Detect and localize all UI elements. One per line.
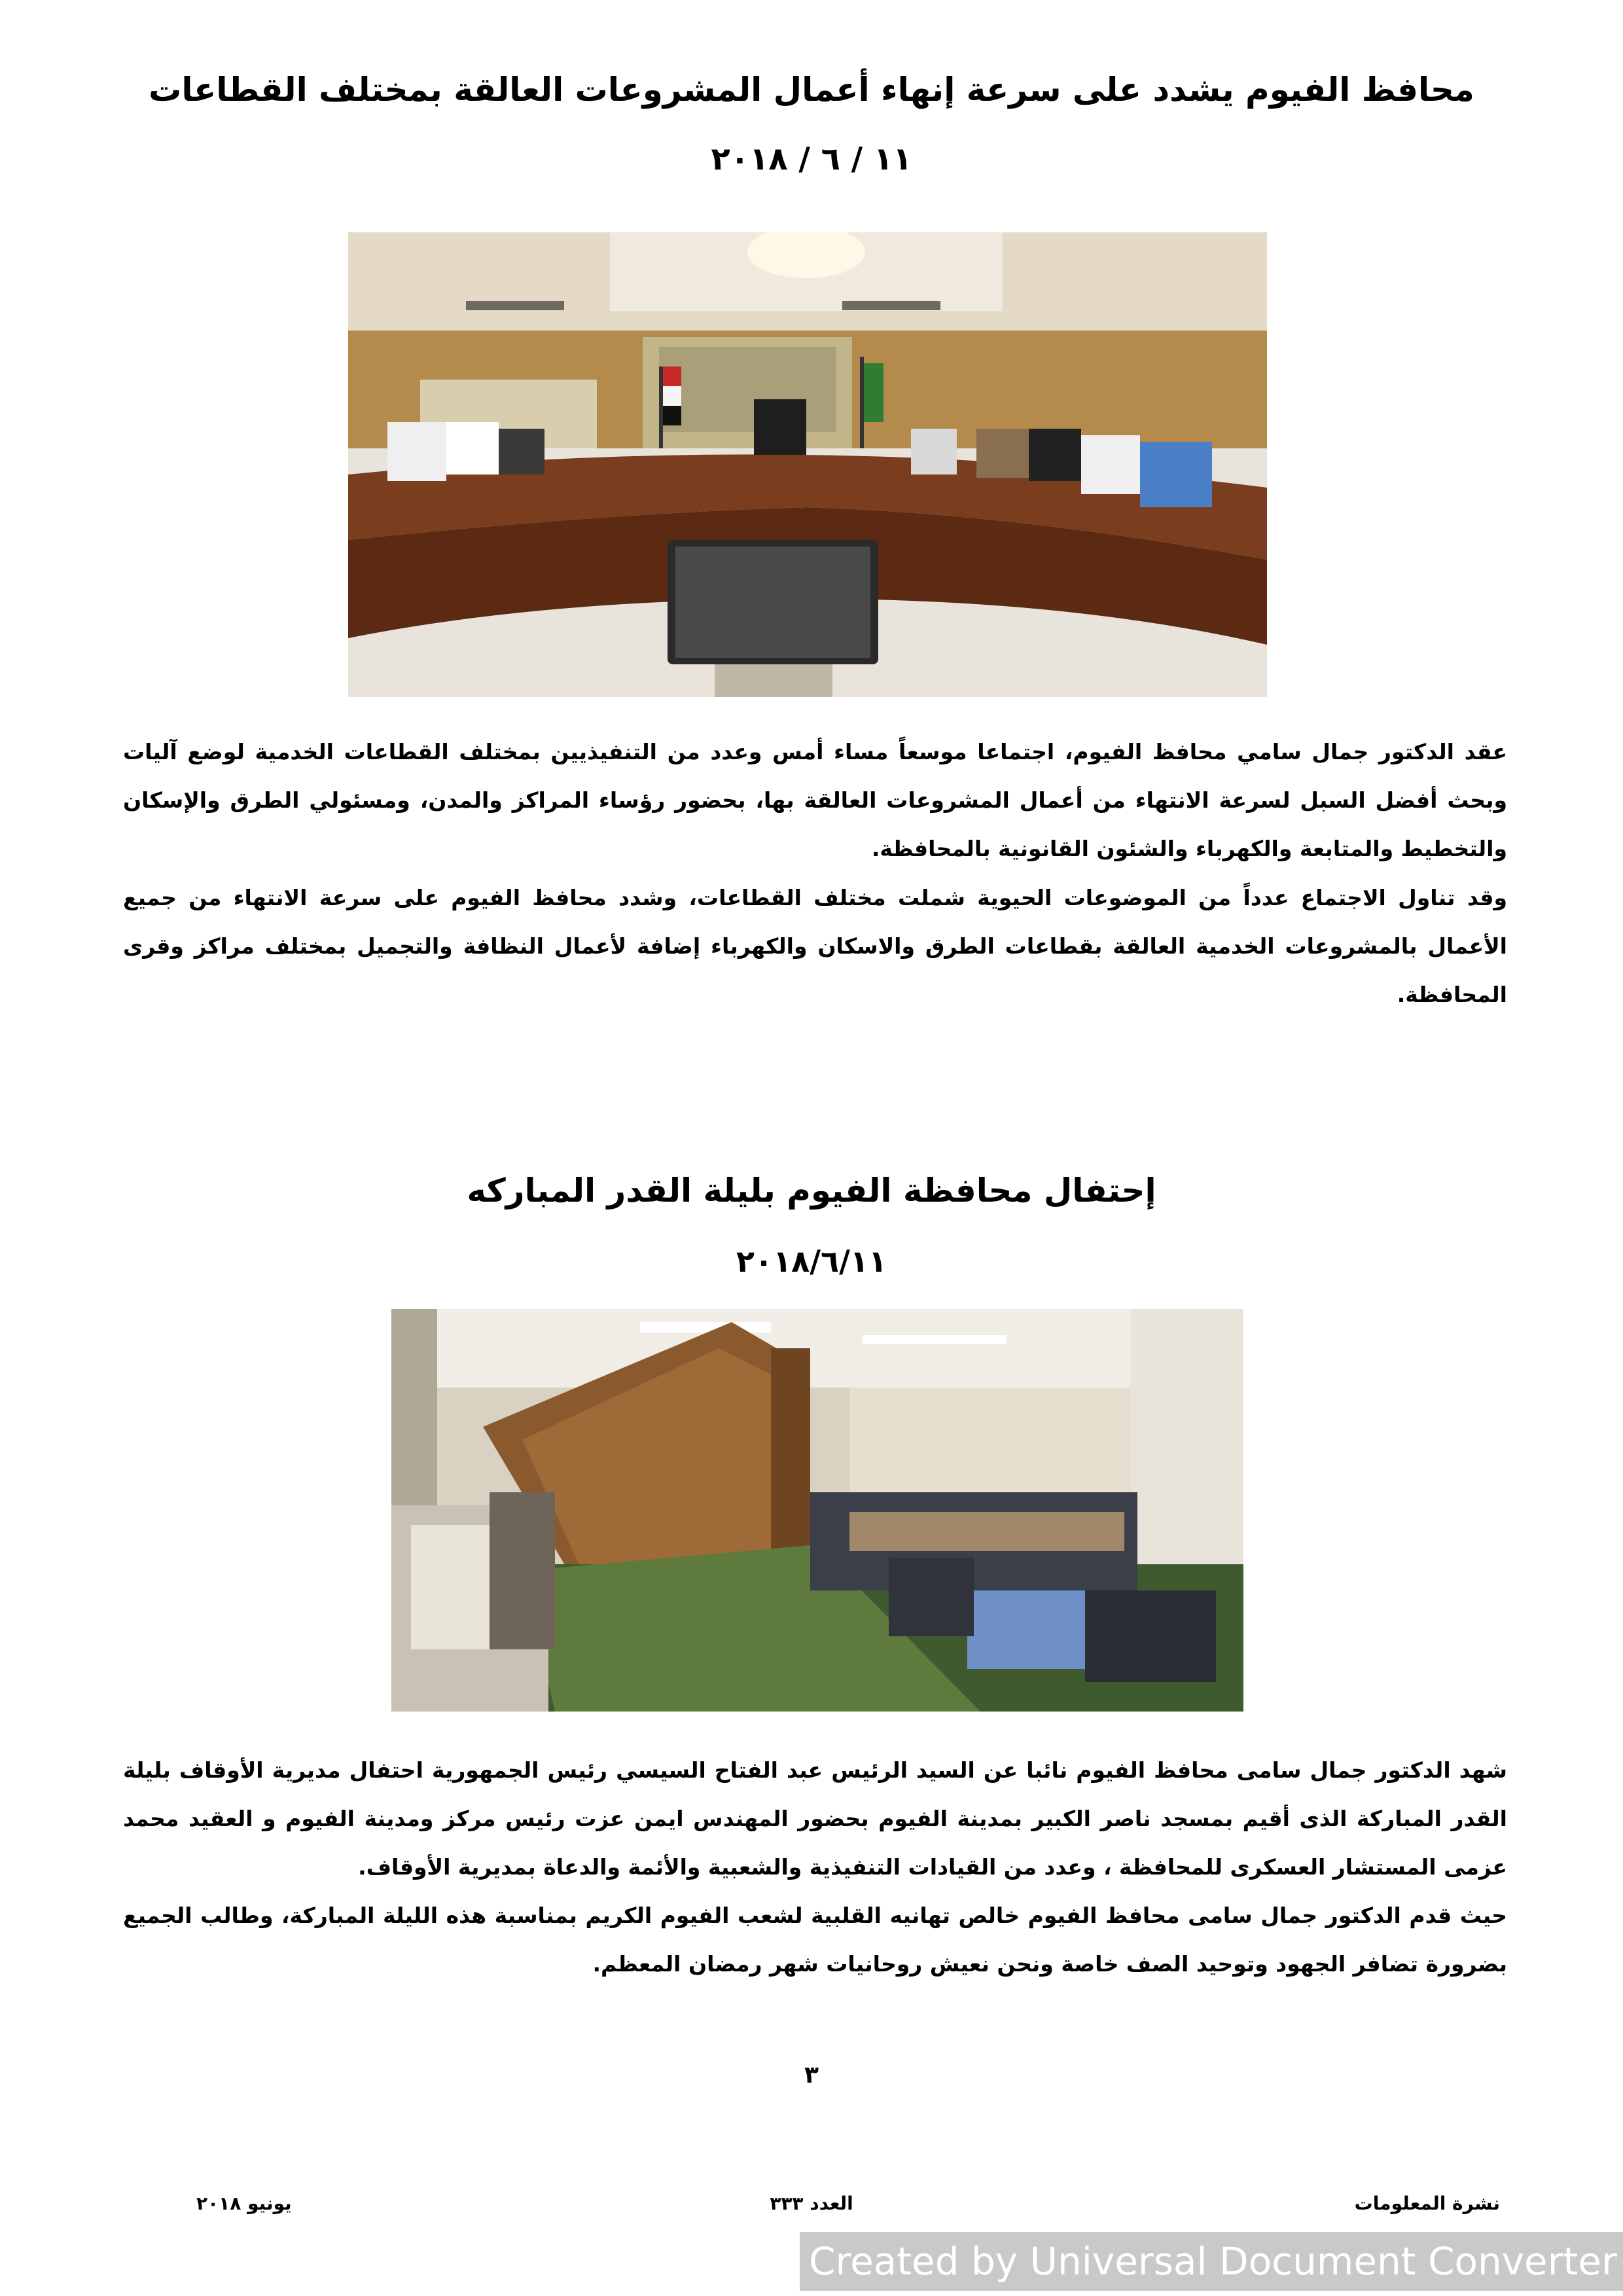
article1-paragraph-2: وقد تناول الاجتماع عدداً من الموضوعات الحيوية شملت مختلف القطاعات، وشدد محافظ الفيوم على سرعة الانتهاء من جميع الأعمال بالمشروعات الخدمية العالقة بقطاعات الطرق والاسكان والكهرباء إضافة لأعمال النظافة والتجميل بمختلف مراكز وقرى المحافظة. (123, 885, 1507, 1007)
article1-date: ١١ / ٦ / ٢٠١٨ (711, 141, 912, 177)
article1-title: محافظ الفيوم يشدد على سرعة إنهاء أعمال المشروعات العالقة بمختلف القطاعات (149, 71, 1474, 109)
article2-title: إحتفال محافظة الفيوم بليلة القدر المباركه (467, 1172, 1156, 1210)
mosque-celebration-photo (391, 1309, 1243, 1712)
page-number: ٣ (804, 2062, 819, 2089)
converter-watermark: Created by Universal Document Converter (800, 2232, 1623, 2291)
article2-paragraph-1: شهد الدكتور جمال سامى محافظ الفيوم نائبا عن السيد الرئيس عبد الفتاح السيسي رئيس الجمهورية احتفال مديرية الأوقاف بليلة القدر المباركة الذى أقيم بمسجد ناصر الكبير بمدينة الفيوم بحضور المهندس ايمن عزت رئيس مركز ومدينة الفيوم و العقيد محمد عزمى المستشار العسكرى للمحافظة ، وعدد من القيادات التنفيذية والشعبية والأئمة والدعاة بمديرية الأوقاف. (123, 1757, 1507, 1880)
footer-publication-name: نشرة المعلومات (1354, 2193, 1500, 2214)
meeting-photo (348, 232, 1267, 697)
article2-paragraph-2: حيث قدم الدكتور جمال سامى محافظ الفيوم خالص تهانيه القلبية لشعب الفيوم الكريم بمناسبة هذه الليلة المباركة، وطالب الجميع بضرورة تضافر الجهود وتوحيد الصف خاصة ونحن نعيش روحانيات شهر رمضان المعظم. (123, 1903, 1507, 1977)
article1-paragraph-1: عقد الدكتور جمال سامي محافظ الفيوم، اجتماعا موسعاً مساء أمس وعدد من التنفيذيين بمختلف القطاعات الخدمية لوضع آليات وبحث أفضل السبل لسرعة الانتهاء من أعمال المشروعات العالقة بها، بحضور رؤساء المراكز والمدن، ومسئولي الطرق والإسكان والتخطيط والمتابعة والكهرباء والشئون القانونية بالمحافظة. (123, 739, 1507, 861)
article2-date: ٢٠١٨/٦/١١ (736, 1244, 887, 1279)
footer-issue-date: يونيو ٢٠١٨ (196, 2193, 292, 2214)
footer-issue-number: العدد ٣٣٣ (770, 2193, 853, 2214)
